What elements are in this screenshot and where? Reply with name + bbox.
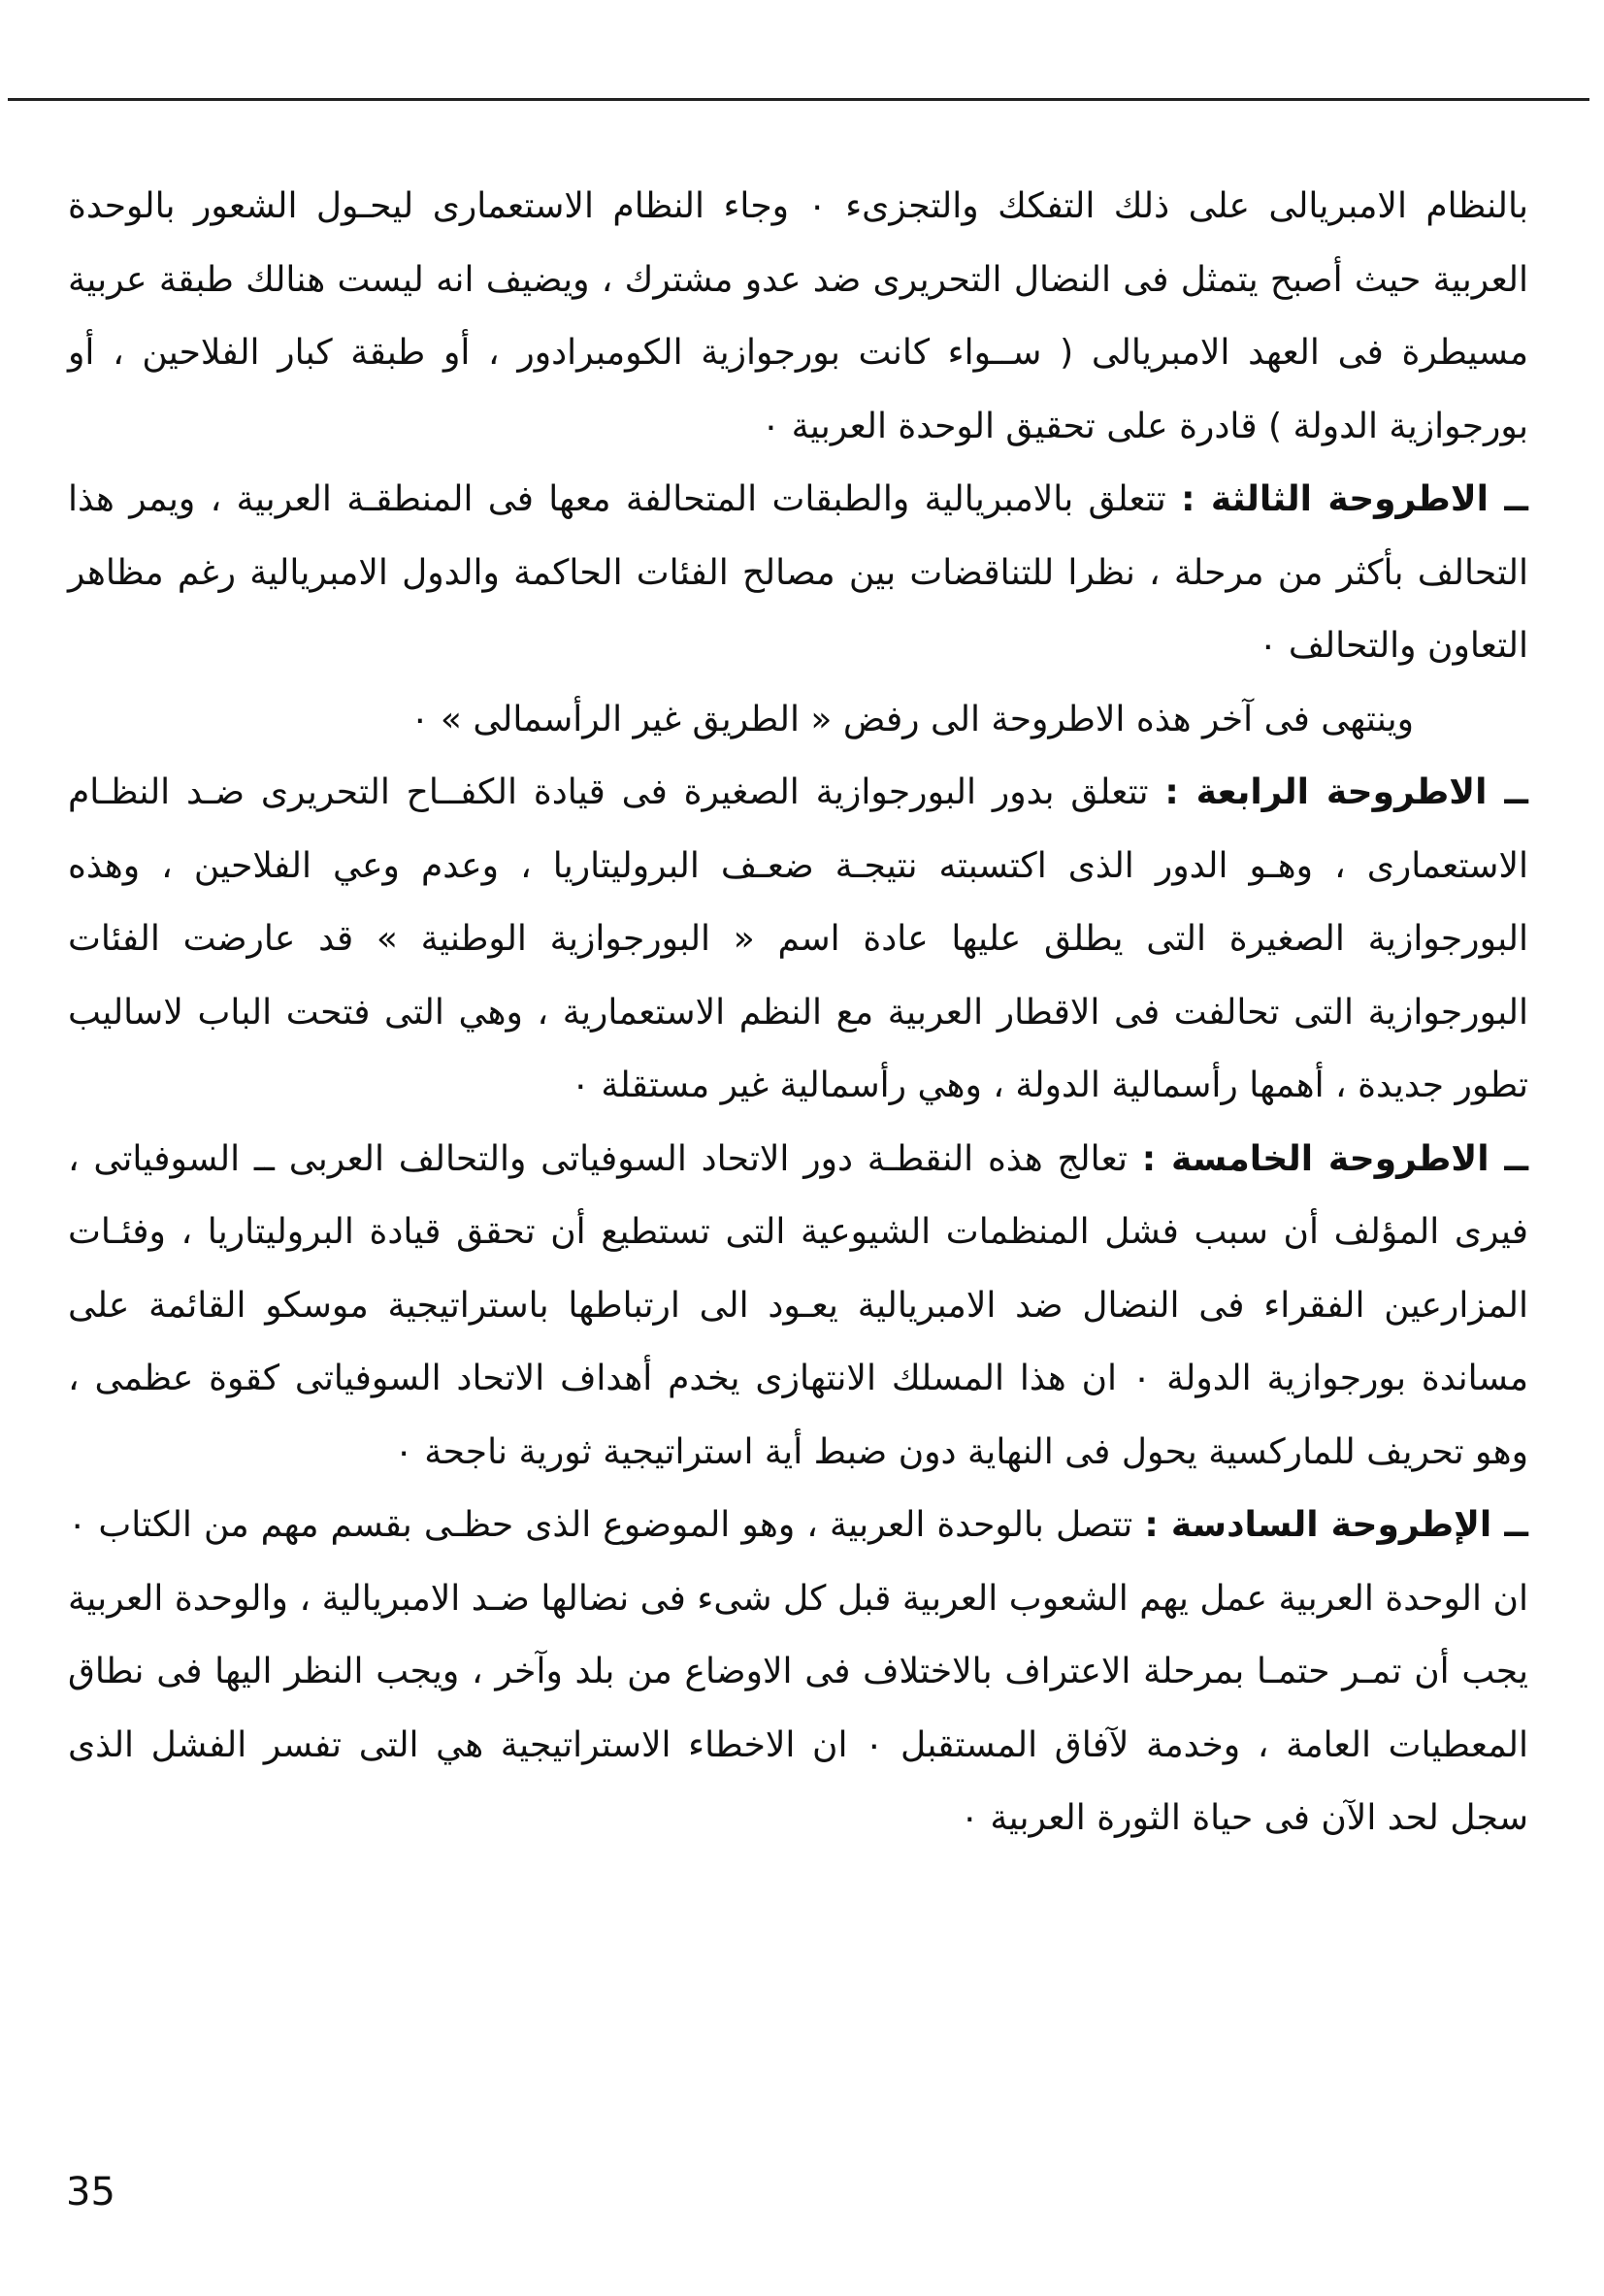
paragraph-thesis-3-conclusion [68, 683, 1528, 757]
thesis-heading: ــ الاطروحة الرابعة : [1164, 772, 1528, 812]
paragraph-text: وينتهى فى آخر هذه الاطروحة الى رفض « الطريق غير الرأسمالى » ٠ [410, 699, 1414, 739]
paragraph-thesis-6 [68, 1489, 1528, 1855]
thesis-heading: ــ الاطروحة الثالثة : [1181, 479, 1528, 519]
paragraph-intro [68, 170, 1528, 463]
paragraph-text: تتعلق بالامبريالية والطبقات المتحالفة معها فى المنطقـة العربية ، ويمر هذا التحالف بأكثر من مرحلة ، نظرا للتناقضات بين مصالح الفئات الحاكمة والدول الامبريالية رغم مظاهر التعاون والتحالف ٠ [68, 479, 1528, 666]
header-rule [8, 98, 1589, 101]
paragraph-text: تتعلق بدور البورجوازية الصغيرة فى قيادة الكفــاح التحريرى ضـد النظـام الاستعمارى ، وهـو الدور الذى اكتسبته نتيجـة ضعـف البروليتاريا ، وعدم وعي الفلاحين ، وهذه البورجوازية الصغيرة التى يطلق عليها عادة اسم « البورجوازية الوطنية » قد عارضت الفئات البورجوازية التى تحالفت فى الاقطار العربية مع النظم الاستعمارية ، وهي التى فتحت الباب لاساليب تطور جديدة ، أهمها رأسمالية الدولة ، وهي رأسمالية غير مستقلة ٠ [68, 772, 1528, 1105]
paragraph-thesis-3 [68, 463, 1528, 683]
paragraph-thesis-5 [68, 1123, 1528, 1490]
paragraph-text: تعالج هذه النقطـة دور الاتحاد السوفياتى والتحالف العربى ــ السوفياتى ، فيرى المؤلف أن سبب فشل المنظمات الشيوعية التى تستطيع أن تحقق قيادة البروليتاريا ، وفئـات المزارعين الفقراء فى النضال ضد الامبريالية يعـود الى ارتباطها باستراتيجية موسكو القائمة على مساندة بورجوازية الدولة ٠ ان هذا المسلك الانتهازى يخدم أهداف الاتحاد السوفياتى كقوة عظمى ، وهو تحريف للماركسية يحول فى النهاية دون ضبط أية استراتيجية ثورية ناجحة ٠ [68, 1138, 1529, 1472]
thesis-heading: ــ الإطروحة السادسة : [1144, 1505, 1528, 1545]
paragraph-text: تتصل بالوحدة العربية ، وهو الموضوع الذى حظـى بقسم مهم من الكتاب ٠ ان الوحدة العربية عمل يهم الشعوب العربية قبل كل شىء فى نضالها ضـد الامبريالية ، والوحدة العربية يجب أن تمـر حتمـا بمرحلة الاعتراف بالاختلاف فى الاوضاع من بلد وآخر ، ويجب النظر اليها فى نطاق المعطيات العامة ، وخدمة لآفاق المستقبل ٠ ان الاخطاء الاستراتيجية هي التى تفسر الفشل الذى سجل لحد الآن فى حياة الثورة العربية ٠ [68, 1505, 1528, 1838]
paragraph-thesis-4 [68, 756, 1528, 1123]
thesis-heading: ــ الاطروحة الخامسة : [1141, 1138, 1528, 1179]
page-number: 35 [66, 2170, 115, 2214]
paragraph-text: بالنظام الامبريالى على ذلك التفكك والتجزىء ٠ وجاء النظام الاستعمارى ليحـول الشعور بالوحدة العربية حيث أصبح يتمثل فى النضال التحريرى ضد عدو مشترك ، ويضيف انه ليست هنالك طبقة عربية مسيطرة فى العهد الامبريالى ( ســواء كانت بورجوازية الكومبرادور ، أو طبقة كبار الفلاحين ، أو بورجوازية الدولة ) قادرة على تحقيق الوحدة العربية ٠ [68, 186, 1528, 446]
body-text [68, 170, 1528, 1855]
